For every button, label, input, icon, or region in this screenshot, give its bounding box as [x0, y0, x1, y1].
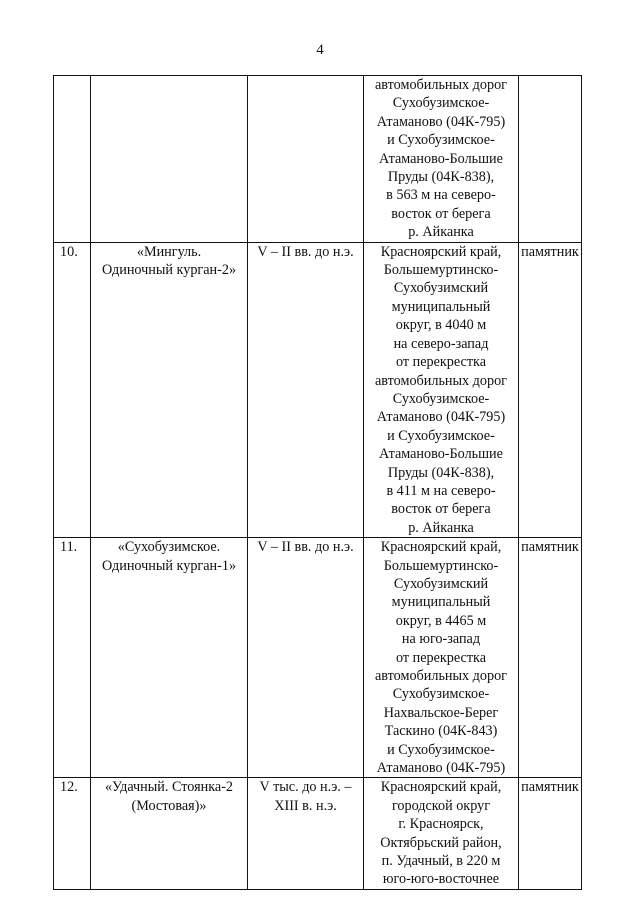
location-line: г. Красноярск, — [398, 816, 484, 833]
cell-category — [519, 538, 582, 778]
cell-category — [519, 242, 582, 538]
location-line: муниципальный — [391, 298, 491, 315]
cell-dating — [248, 242, 364, 538]
location-line: восток от берега — [391, 501, 491, 518]
location-line: и Сухобузимское- — [387, 427, 495, 444]
cell-number: 11. — [54, 538, 91, 778]
location-line: Октябрьский район, — [380, 834, 502, 851]
location-line: Большемуртинско- — [383, 262, 499, 279]
table-row — [54, 76, 582, 243]
location-line: Атаманово (04К-795) — [376, 760, 506, 777]
name-line: «Мингуль. — [136, 243, 202, 260]
location-line: муниципальный — [391, 594, 491, 611]
name-line: «Сухобузимское. — [117, 539, 221, 556]
category-label: памятник — [521, 539, 579, 556]
location-line: Сухобузимское- — [392, 95, 490, 112]
location-line: юго-юго-восточнее — [382, 871, 500, 888]
cell-location — [364, 242, 519, 538]
location-line: автомобильных дорог — [375, 668, 507, 684]
monuments-table — [53, 75, 582, 890]
category-label: памятник — [521, 243, 579, 260]
dating-line: V тыс. до н.э. – — [259, 779, 352, 796]
name-line: (Мостовая)» — [131, 797, 207, 814]
location-line: автомобильных дорог — [375, 372, 507, 389]
table-row — [54, 538, 582, 778]
location-line: автомобильных дорог — [375, 77, 507, 93]
location-line: в 411 м на северо- — [386, 482, 496, 499]
location-line: р. Айканка — [408, 224, 474, 241]
location-line: р. Айканка — [408, 519, 474, 536]
location-line: на северо-запад — [393, 335, 489, 352]
table-row — [54, 242, 582, 538]
location-line: Сухобузимский — [393, 280, 489, 297]
cell-name — [91, 242, 248, 538]
monuments-table-body — [54, 76, 582, 890]
cell-location — [364, 76, 519, 243]
location-line: Атаманово-Большие — [379, 446, 503, 463]
cell-number: 10. — [54, 242, 91, 538]
location-line: Атаманово (04К-795) — [376, 113, 506, 130]
location-line: в 563 м на северо- — [386, 187, 496, 204]
cell-name — [91, 76, 248, 243]
location-line: Атаманово-Большие — [379, 150, 503, 167]
cell-category — [519, 778, 582, 889]
location-line: п. Удачный, в 220 м — [381, 853, 501, 870]
category-label: памятник — [521, 779, 579, 796]
name-line: «Удачный. Стоянка-2 — [104, 779, 234, 796]
location-line: Красноярский край, — [380, 779, 502, 796]
location-line: Пруды (04К-838), — [387, 464, 495, 481]
dating-line: V – II вв. до н.э. — [257, 539, 354, 556]
location-line: Нахвальское-Берег — [383, 704, 499, 721]
location-line: Красноярский край, — [380, 243, 502, 260]
cell-location — [364, 778, 519, 889]
cell-dating — [248, 538, 364, 778]
location-line: Сухобузимское- — [392, 686, 490, 703]
cell-name — [91, 538, 248, 778]
cell-number: 12. — [54, 778, 91, 889]
location-line: Сухобузимский — [393, 575, 489, 592]
name-line: Одиночный курган-2» — [101, 262, 237, 279]
cell-category — [519, 76, 582, 243]
page-number: 4 — [316, 42, 324, 58]
location-line: округ, в 4040 м — [395, 317, 487, 334]
cell-location — [364, 538, 519, 778]
location-line: Атаманово (04К-795) — [376, 409, 506, 426]
location-line: городской округ — [391, 797, 491, 814]
location-line: и Сухобузимское- — [387, 132, 495, 149]
location-line: восток от берега — [391, 205, 491, 222]
location-line: Таскино (04К-843) — [384, 723, 498, 740]
location-line: на юго-запад — [401, 631, 481, 648]
table-row — [54, 778, 582, 889]
name-line: Одиночный курган-1» — [101, 557, 237, 574]
location-line: Большемуртинско- — [383, 557, 499, 574]
cell-number — [54, 76, 91, 243]
location-line: Сухобузимское- — [392, 390, 490, 407]
dating-line: XIII в. н.э. — [274, 797, 337, 814]
location-line: от перекрестка — [395, 354, 487, 371]
location-line: Пруды (04К-838), — [387, 169, 495, 186]
location-line: округ, в 4465 м — [395, 612, 487, 629]
cell-name — [91, 778, 248, 889]
location-line: от перекрестка — [395, 649, 487, 666]
cell-dating — [248, 778, 364, 889]
location-line: и Сухобузимское- — [387, 741, 495, 758]
location-line: Красноярский край, — [380, 539, 502, 556]
cell-dating — [248, 76, 364, 243]
dating-line: V – II вв. до н.э. — [257, 243, 354, 260]
